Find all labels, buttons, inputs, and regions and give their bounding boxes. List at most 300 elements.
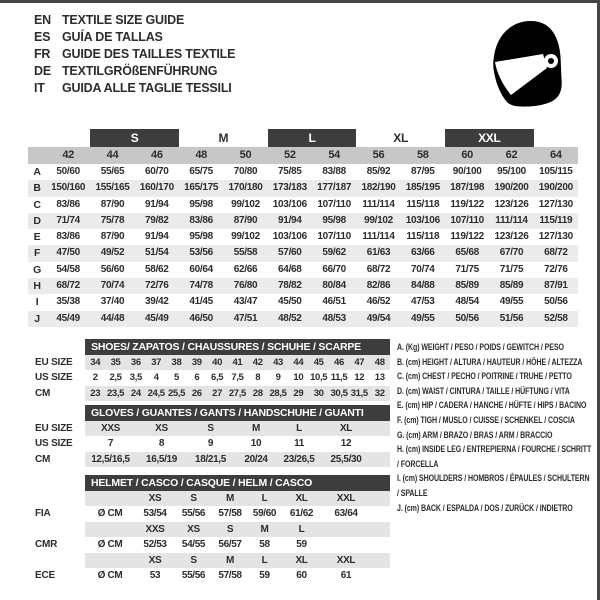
helmet-size: XL: [281, 553, 322, 568]
size-value: 85/89: [489, 278, 533, 294]
size-value: 50/56: [544, 296, 568, 308]
shoes-value: 24: [126, 386, 146, 401]
size-group-M: M: [218, 131, 229, 145]
size-value: 87/90: [100, 231, 125, 243]
measure-row-I: [28, 294, 578, 310]
legend-item: H. (cm) INSIDE LEG / ENTREPIERNA / FOURCHE / SCHRITT / FORCELLA: [397, 444, 592, 469]
gloves-header-row: [28, 405, 390, 421]
size-value: 83/86: [179, 213, 223, 229]
size-value: 70/80: [233, 166, 258, 177]
helmet-size: XXL: [322, 553, 370, 568]
helmet-value: 54/55: [181, 539, 206, 551]
helmet-size: XXS: [135, 522, 175, 537]
helmet-value-row-FIA: [28, 506, 390, 521]
shoes-value: 2: [92, 372, 98, 384]
size-value: 83/88: [322, 166, 346, 177]
size-value: 111/114: [489, 213, 533, 229]
shoes-value: 40: [207, 355, 227, 370]
row-label: EU SIZE: [35, 423, 73, 434]
size-number: 64: [534, 147, 578, 164]
size-value: 190/200: [534, 180, 578, 196]
shoes-value: 38: [166, 355, 186, 370]
size-value: 115/118: [406, 198, 440, 210]
size-value: 39/42: [145, 296, 169, 308]
size-value: 47/50: [46, 245, 90, 261]
size-value: 127/130: [538, 231, 573, 243]
size-value: 182/190: [356, 180, 400, 196]
row-label: J: [28, 311, 46, 327]
textile-size-table: [28, 129, 578, 327]
size-number: 52: [268, 147, 312, 164]
size-value: 64/68: [278, 263, 302, 275]
shoes-value: 8: [255, 372, 261, 384]
size-number: 56: [356, 147, 400, 164]
size-value: 65/75: [189, 166, 213, 177]
spacer-cell: [28, 405, 85, 421]
helmet-value: 58: [259, 539, 270, 551]
size-value: 87/90: [100, 198, 125, 210]
language-label: TEXTILGRÖßENFÜHRUNG: [62, 64, 218, 78]
helmet-icon: [487, 16, 565, 108]
size-value: 46/51: [322, 296, 346, 308]
size-value: 87/95: [411, 166, 435, 177]
size-value: 49/54: [356, 311, 400, 327]
shoes-value: 9: [275, 372, 281, 384]
shoes-value: 41: [227, 355, 247, 370]
row-label: EU SIZE: [35, 357, 73, 368]
measure-row-A: [28, 164, 578, 180]
size-value: 165/175: [179, 180, 223, 196]
helmet-value: [322, 537, 370, 552]
spacer-cell: [28, 522, 85, 537]
helmet-value: 57/58: [218, 508, 242, 520]
diameter-header: Ø CM: [97, 570, 123, 582]
row-label: FIA: [35, 508, 51, 520]
row-label: CMR: [35, 539, 58, 551]
legend-item: J. (cm) BACK / ESPALDA / DOS / ZURÜCK / INDIETRO: [397, 502, 573, 513]
size-value: 56/60: [100, 263, 125, 275]
language-item: [34, 29, 235, 46]
size-value: 76/80: [223, 278, 267, 294]
gloves-value: M: [234, 421, 278, 436]
spacer-cell: [370, 506, 390, 521]
size-value: 37/40: [100, 296, 125, 308]
spacer-cell: [85, 522, 135, 537]
shoes-value: 28: [248, 386, 268, 401]
helmet-value: 59/60: [252, 508, 277, 520]
shoes-value: 31,5: [349, 386, 369, 401]
spacer-cell: [28, 339, 85, 355]
shoes-row-us-size: [28, 370, 390, 385]
size-value: 68/72: [534, 245, 578, 261]
spacer-cell: [370, 568, 390, 583]
gloves-value: XS: [136, 421, 187, 436]
language-item: [34, 46, 235, 63]
spacer-cell: [85, 553, 135, 568]
helmet-size: XS: [135, 491, 175, 506]
gloves-value: 16,5/19: [136, 452, 187, 467]
size-value: 95/98: [189, 198, 213, 210]
gloves-value: 7: [107, 438, 114, 450]
language-code: FR: [34, 47, 51, 61]
gloves-value: 11: [294, 438, 304, 450]
size-value: 190/200: [489, 180, 533, 196]
size-value: 51/56: [489, 311, 533, 327]
size-value: 115/118: [406, 231, 440, 243]
shoes-value: 25,5: [166, 386, 186, 401]
helmet-value: 63/64: [334, 508, 358, 520]
language-code: IT: [34, 81, 45, 95]
size-value: 187/198: [445, 180, 489, 196]
helmet-value: 55/56: [181, 508, 206, 520]
size-value: 48/53: [312, 311, 356, 327]
corner-cell: [28, 147, 46, 164]
size-value: 119/122: [450, 198, 484, 210]
size-value: 99/102: [231, 231, 260, 243]
helmet-header-row: [28, 475, 390, 491]
row-label: E: [33, 231, 41, 244]
spacer-cell: [28, 491, 85, 506]
gloves-value: 25,5/30: [320, 452, 372, 467]
shoes-value: 39: [187, 355, 207, 370]
size-value: 72/76: [544, 263, 568, 275]
shoes-value: 42: [248, 355, 268, 370]
size-value: 90/100: [452, 166, 482, 177]
size-value: 52/58: [534, 311, 578, 327]
row-label: US SIZE: [35, 372, 73, 384]
helmet-size: S: [175, 491, 212, 506]
gloves-value: 12,5/16,5: [85, 452, 136, 467]
size-value: 46/50: [179, 311, 223, 327]
size-group-spacer: [46, 129, 90, 147]
size-value: 47/53: [411, 296, 435, 308]
language-label: GUIDE DES TAILLES TEXTILE: [62, 47, 236, 61]
language-code: ES: [34, 30, 51, 44]
size-value: 91/94: [145, 198, 169, 210]
size-value: 107/110: [317, 198, 351, 210]
gloves-value: 8: [158, 438, 165, 450]
size-number: 48: [179, 147, 223, 164]
size-value: 127/130: [538, 198, 573, 210]
size-value: 177/187: [312, 180, 356, 196]
size-value: 49/52: [90, 245, 134, 261]
size-value: 48/52: [268, 311, 312, 327]
size-value: 185/195: [401, 180, 445, 196]
size-value: 95/100: [497, 166, 526, 177]
shoes-value: 30,5: [329, 386, 349, 401]
spacer-cell: [372, 452, 390, 467]
size-value: 55/58: [223, 245, 267, 261]
helmet-size: M: [248, 522, 281, 537]
language-item: [34, 12, 235, 29]
language-item: [34, 80, 235, 97]
helmet-size: XXL: [322, 491, 370, 506]
helmet-value: 59: [296, 539, 307, 551]
shoes-value: 48: [369, 355, 390, 370]
row-label: B: [28, 180, 46, 196]
helmet-value-row-ECE: [28, 568, 390, 583]
size-value: 62/66: [233, 263, 258, 275]
size-value: 160/170: [135, 180, 179, 196]
size-value: 65/68: [445, 245, 489, 261]
shoes-value: 4: [153, 372, 159, 384]
size-value: 103/106: [272, 198, 307, 210]
size-value: 63/66: [401, 245, 445, 261]
shoes-value: 2,5: [109, 372, 122, 384]
shoes-value: 13: [374, 372, 385, 384]
helmet-size: L: [281, 522, 322, 537]
helmet-size: M: [212, 491, 248, 506]
helmet-value: 59: [259, 570, 270, 582]
shoes-value: 24,5: [146, 386, 166, 401]
helmet-size: L: [248, 553, 281, 568]
size-value: 91/94: [268, 213, 312, 229]
size-value: 55/65: [100, 166, 125, 177]
shoes-value: 10,5: [310, 372, 328, 384]
size-value: 95/98: [312, 213, 356, 229]
helmet-size: [322, 522, 370, 537]
size-value: 45/49: [135, 311, 179, 327]
shoes-value: 27,5: [227, 386, 247, 401]
spacer-cell: [372, 421, 390, 436]
row-label: C: [33, 198, 41, 211]
size-value: 47/51: [223, 311, 267, 327]
size-value: 71/75: [455, 263, 479, 275]
size-number-row: [28, 147, 578, 164]
size-number: 44: [90, 147, 134, 164]
size-value: 85/92: [366, 166, 391, 177]
shoes-value: 23: [85, 386, 105, 401]
shoes-value: 47: [349, 355, 369, 370]
shoes-value: 26: [187, 386, 207, 401]
spacer-cell: [85, 491, 135, 506]
measure-row-J: [28, 311, 578, 327]
size-value: 54/58: [56, 263, 80, 275]
helmet-size: XS: [135, 553, 175, 568]
size-group-XXL: XXL: [445, 129, 534, 147]
legend-item: C. (cm) CHEST / PECHO / POITRINE / TRUHE / PETTO: [397, 371, 572, 382]
helmet-value: 53/54: [143, 508, 167, 520]
helmet-icon-svg: [487, 16, 565, 108]
row-label: ECE: [35, 570, 55, 582]
size-value: 72/76: [135, 278, 179, 294]
shoes-value: 46: [329, 355, 349, 370]
size-value: 99/102: [356, 213, 400, 229]
size-value: 58/62: [145, 263, 169, 275]
helmet-value-row-CMR: [28, 537, 390, 552]
measurement-legend: [397, 340, 592, 515]
helmet-value: 55/56: [181, 570, 206, 582]
size-value: 170/180: [223, 180, 267, 196]
size-value: 57/60: [268, 245, 312, 261]
size-value: 71/75: [499, 263, 524, 275]
helmet-size: M: [212, 553, 248, 568]
size-value: 119/122: [450, 231, 484, 243]
helmet-size: XS: [175, 522, 212, 537]
row-label: D: [28, 213, 46, 229]
language-code: DE: [34, 64, 51, 78]
gloves-value: 23/26,5: [278, 452, 320, 467]
row-label: G: [33, 263, 41, 276]
size-value: 75/78: [90, 213, 134, 229]
size-value: 48/54: [455, 296, 479, 308]
size-value: 111/114: [362, 198, 395, 210]
row-label: A: [33, 166, 41, 178]
size-value: 103/106: [272, 231, 307, 243]
row-label: CM: [35, 453, 51, 465]
shoes-value: 6: [194, 372, 200, 384]
shoes-value: 29: [288, 386, 308, 401]
shoes-value: 35: [105, 355, 125, 370]
size-value: 75/85: [278, 166, 302, 177]
helmet-size: S: [212, 522, 248, 537]
helmet-value: 61/62: [289, 508, 314, 520]
size-value: 91/94: [145, 231, 169, 243]
row-label: I: [35, 296, 39, 309]
size-value: 80/84: [312, 278, 356, 294]
shoes-value: 43: [268, 355, 288, 370]
legend-item: I. (cm) SHOULDERS / HOMBROS / ÉPAULES / SCHULTERN / SPALLE: [397, 473, 590, 498]
size-value: 66/70: [322, 263, 346, 275]
helmet-size: XL: [281, 491, 322, 506]
size-value: 61/63: [356, 245, 400, 261]
legend-item: D. (cm) WAIST / CINTURA / TAILLE / HÜFTUNG / VITA: [397, 385, 570, 396]
size-value: 50/56: [445, 311, 489, 327]
size-value: 45/49: [46, 311, 90, 327]
shoes-value: 7,5: [231, 372, 244, 384]
gloves-table: [28, 405, 390, 467]
size-value: 107/110: [317, 231, 351, 243]
helmet-size-row-CMR: [28, 522, 390, 537]
size-value: 74/78: [179, 278, 223, 294]
row-label: US SIZE: [35, 438, 73, 450]
size-group-XL: XL: [393, 131, 409, 145]
measure-row-E: [28, 229, 578, 245]
corner-cell: [28, 129, 46, 147]
size-value: 87/90: [223, 213, 267, 229]
size-value: 51/54: [135, 245, 179, 261]
shoes-value: 12: [354, 372, 365, 384]
shoes-value: 30: [309, 386, 329, 401]
helmet-value: 52/53: [143, 539, 167, 551]
shoes-value: 44: [288, 355, 308, 370]
language-label: TEXTILE SIZE GUIDE: [62, 13, 185, 27]
size-value: 103/106: [401, 213, 445, 229]
size-number: 46: [135, 147, 179, 164]
shoes-value: 36: [126, 355, 146, 370]
size-value: 83/86: [56, 231, 80, 243]
size-group-row: [28, 129, 578, 147]
language-label: GUIDA ALLE TAGLIE TESSILI: [62, 81, 232, 95]
spacer-cell: [28, 553, 85, 568]
helmet-value: 56/57: [218, 539, 242, 551]
size-number: 50: [223, 147, 267, 164]
size-value: 115/119: [534, 213, 578, 229]
spacer-cell: [372, 436, 390, 451]
size-value: 71/74: [46, 213, 90, 229]
size-value: 150/160: [46, 180, 90, 196]
size-value: 111/114: [362, 231, 395, 243]
row-label: CM: [35, 387, 51, 399]
measure-row-F: [28, 245, 578, 261]
language-item: [34, 63, 235, 80]
measure-row-D: [28, 213, 578, 229]
legend-item: G. (cm) ARM / BRAZO / BRAS / ARM / BRACCIO: [397, 429, 553, 440]
gloves-value: L: [278, 421, 320, 436]
shoes-value: 3,5: [129, 372, 142, 384]
shoes-value: 6,5: [211, 372, 224, 384]
size-value: 87/91: [534, 278, 578, 294]
diameter-header: Ø CM: [97, 539, 123, 551]
shoes-row-cm: [28, 386, 390, 401]
shoes-value: 5: [174, 372, 179, 384]
helmet-table: [28, 475, 390, 583]
size-number: 42: [46, 147, 90, 164]
size-value: 46/52: [366, 296, 391, 308]
size-value: 78/82: [268, 278, 312, 294]
size-value: 67/70: [489, 245, 533, 261]
gloves-value: 18/21,5: [187, 452, 234, 467]
measure-row-G: [28, 262, 578, 278]
gloves-row-cm: [28, 452, 390, 467]
size-group-S: S: [90, 129, 179, 147]
helmet-size-row-ECE: [28, 553, 390, 568]
helmet-value: 53: [149, 570, 161, 582]
size-value: 68/72: [366, 263, 391, 275]
row-label: F: [28, 245, 46, 261]
size-value: 44/48: [90, 311, 134, 327]
size-value: 155/165: [90, 180, 134, 196]
shoes-table: [28, 339, 390, 401]
shoes-value: 28,5: [268, 386, 288, 401]
spacer-cell: [370, 537, 390, 552]
shoes-value: 23,5: [105, 386, 125, 401]
measure-row-C: [28, 197, 578, 213]
legend-item: B. (cm) HEIGHT / ALTURA / HAUTEUR / HÖHE / ALTEZZA: [397, 356, 583, 367]
diameter-header: Ø CM: [97, 508, 123, 520]
helmet-value: 57/58: [218, 570, 242, 582]
shoes-value: 11,5: [330, 372, 348, 384]
shoes-title: SHOES/ ZAPATOS / CHAUSSURES / SCHUHE / SCARPE: [85, 339, 390, 355]
measure-row-H: [28, 278, 578, 294]
helmet-size-row-FIA: [28, 491, 390, 506]
size-value: 84/88: [401, 278, 445, 294]
shoes-header-row: [28, 339, 390, 355]
legend-item: E. (cm) HIP / CADERA / HANCHE / HÜFTE / HIPS / BACINO: [397, 400, 587, 411]
size-value: 68/72: [46, 278, 90, 294]
size-value: 60/70: [145, 166, 169, 177]
size-group-spacer: [534, 129, 578, 147]
gloves-value: 12: [340, 438, 352, 450]
size-number: 60: [445, 147, 489, 164]
shoes-row-eu-size: [28, 355, 390, 370]
row-label: H: [28, 278, 46, 294]
size-value: 35/38: [56, 296, 80, 308]
measure-row-B: [28, 180, 578, 196]
spacer-cell: [370, 522, 390, 537]
size-value: 123/126: [494, 198, 529, 210]
size-number: 62: [489, 147, 533, 164]
helmet-value: 61: [340, 570, 352, 582]
size-value: 50/60: [56, 166, 80, 177]
spacer-cell: [28, 475, 85, 491]
size-value: 173/183: [268, 180, 312, 196]
legend-item: A. (Kg) WEIGHT / PESO / POIDS / GEWITCH / PESO: [397, 342, 564, 352]
language-label: GUÍA DE TALLAS: [62, 30, 163, 44]
size-value: 79/82: [135, 213, 179, 229]
size-number: 58: [401, 147, 445, 164]
size-value: 49/55: [401, 311, 445, 327]
